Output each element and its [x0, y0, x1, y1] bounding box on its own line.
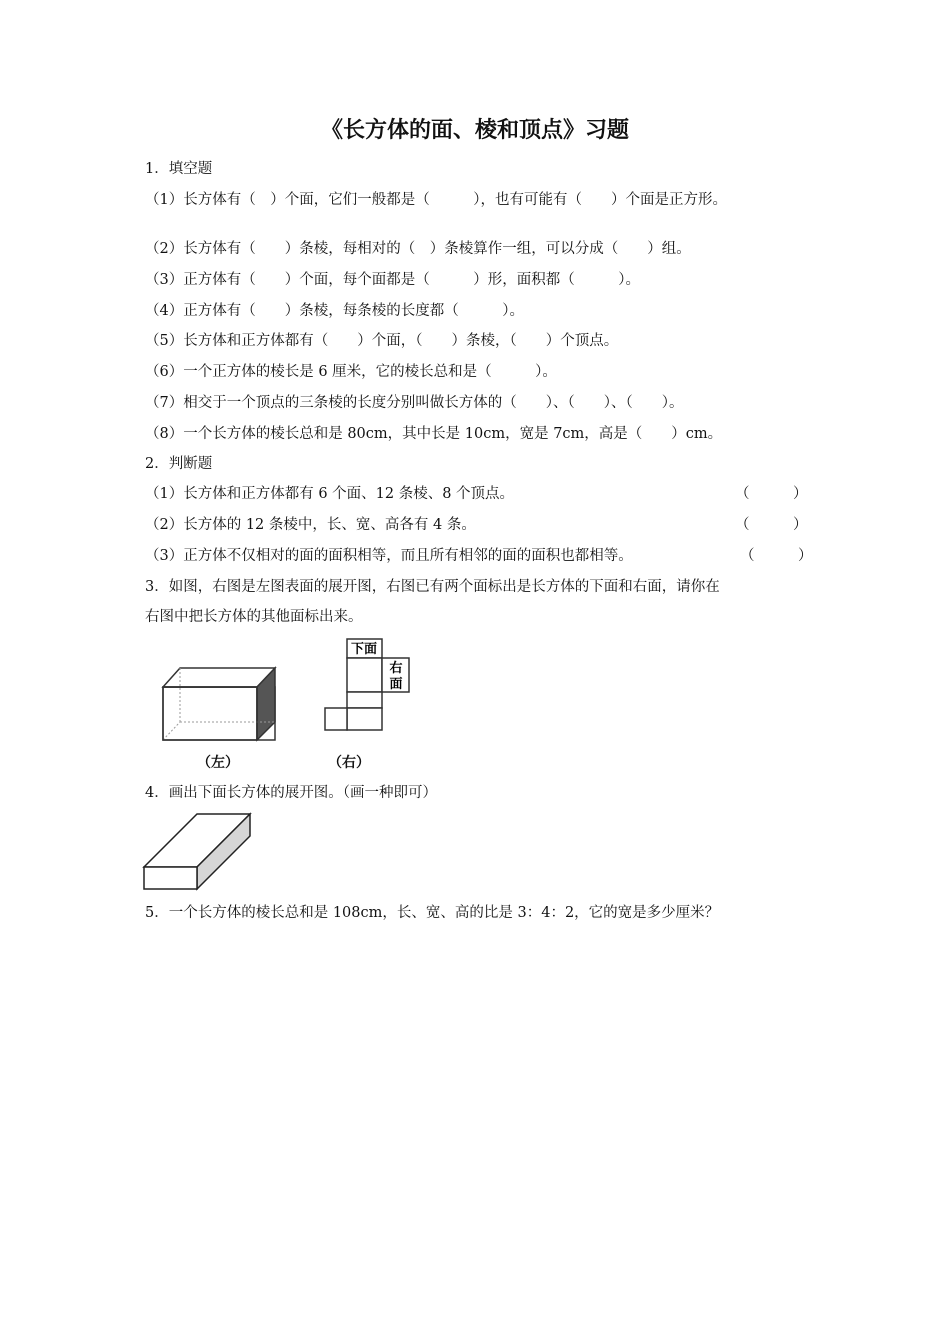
cuboid-net-right	[320, 636, 420, 736]
left-caption: （左）	[197, 755, 239, 771]
right-caption: （右）	[328, 755, 370, 771]
fill-question-5: （5）长方体和正方体都有（ ）个面，（ ）条棱，（ ）个顶点。	[145, 333, 619, 349]
section-2-heading: 2．判断题	[145, 456, 213, 472]
net-label-bottom: 下面	[350, 642, 378, 657]
judge-answer-3: （ ）	[740, 548, 813, 564]
fill-question-4: （4）正方体有（ ）条棱，每条棱的长度都（ ）。	[145, 303, 524, 319]
question-4: 4．画出下面长方体的展开图。（画一种即可）	[145, 785, 437, 801]
question-3-line-1: 3．如图，右图是左图表面的展开图，右图已有两个面标出是长方体的下面和右面，请你在	[145, 579, 720, 595]
judge-question-3: （3）正方体不仅相对的面的面积相等，而且所有相邻的面的面积也都相等。	[145, 548, 633, 564]
cuboid-drawing	[140, 810, 255, 892]
fill-question-8: （8）一个长方体的棱长总和是 80cm，其中长是 10cm，宽是 7cm，高是（ ）cm。	[145, 426, 723, 442]
section-1-heading: 1．填空题	[145, 161, 213, 177]
page-title: 《长方体的面、棱和顶点》习题	[320, 118, 629, 143]
question-5: 5．一个长方体的棱长总和是 108cm，长、宽、高的比是 3：4：2，它的宽是多少厘米？	[145, 905, 720, 921]
judge-answer-1: （ ）	[735, 486, 808, 502]
fill-question-7: （7）相交于一个顶点的三条棱的长度分别叫做长方体的（ ）、（ ）、（ ）。	[145, 395, 684, 411]
judge-question-1: （1）长方体和正方体都有 6 个面、12 条棱、8 个顶点。	[145, 486, 515, 502]
fill-question-6: （6）一个正方体的棱长是 6 厘米，它的棱长总和是（ ）。	[145, 364, 557, 380]
fill-question-2: （2）长方体有（ ）条棱，每相对的（ ）条棱算作一组，可以分成（ ）组。	[145, 241, 691, 257]
judge-answer-2: （ ）	[735, 517, 808, 533]
question-3-line-2: 右图中把长方体的其他面标出来。	[145, 609, 363, 625]
net-label-right-1: 右	[389, 661, 403, 676]
fill-question-1: （1）长方体有（ ）个面，它们一般都是（ ），也有可能有（ ）个面是正方形。	[145, 192, 727, 208]
fill-question-3: （3）正方体有（ ）个面，每个面都是（ ）形，面积都（ ）。	[145, 272, 640, 288]
judge-question-2: （2）长方体的 12 条棱中，长、宽、高各有 4 条。	[145, 517, 476, 533]
net-label-right-2: 面	[389, 677, 403, 692]
